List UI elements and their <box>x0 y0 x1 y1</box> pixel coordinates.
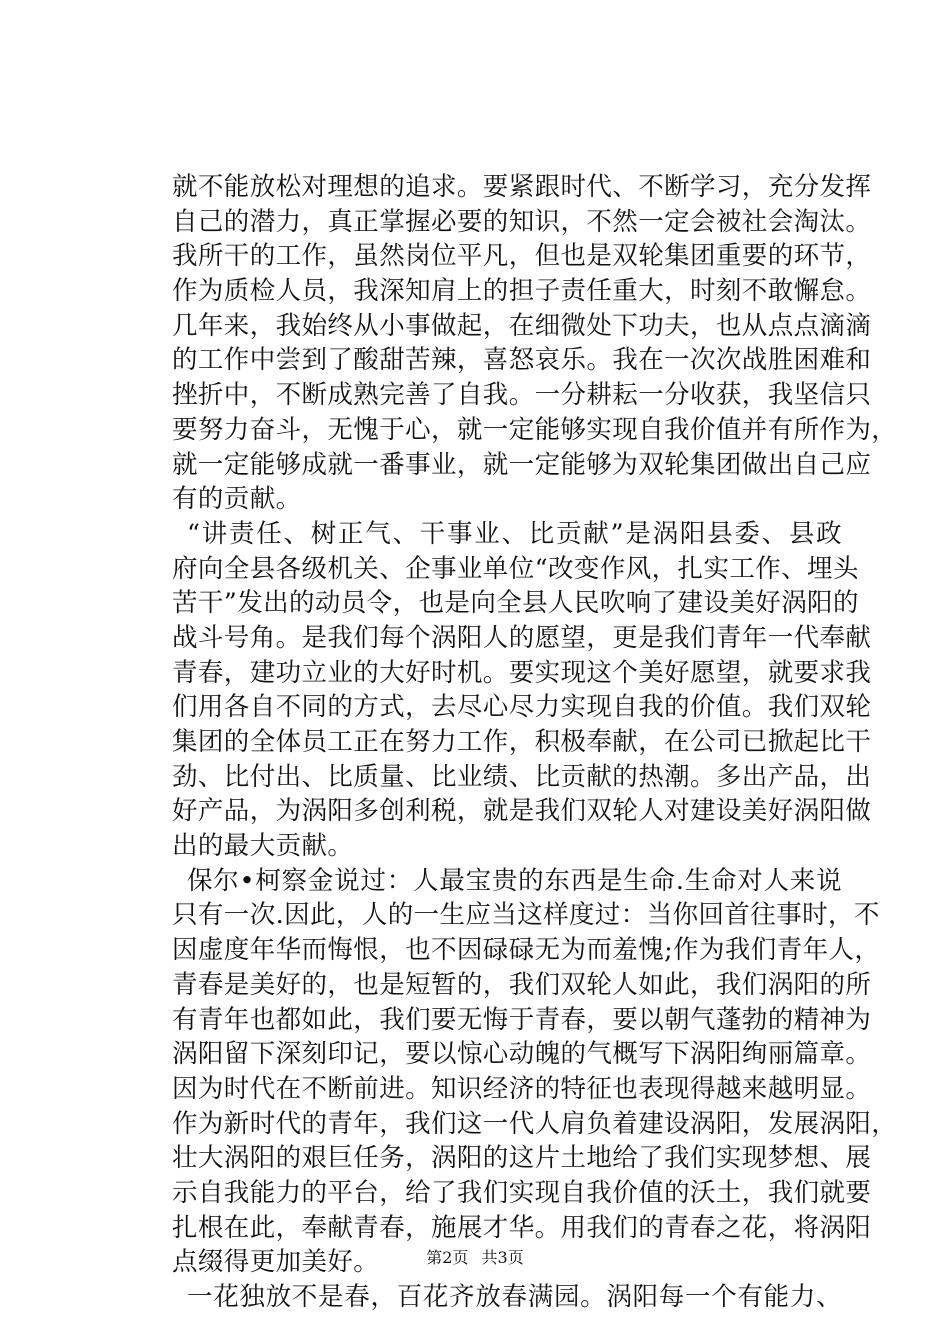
text-line: 劲、比付出、比质量、比业绩、比贡献的热潮。多出产品，出 <box>172 761 872 792</box>
text-line: 们用各自不同的方式，去尽心尽力实现自我的价值。我们双轮 <box>172 692 872 723</box>
text-line: 好产品，为涡阳多创利税，就是我们双轮人对建设美好涡阳做 <box>172 796 872 827</box>
text-line: 有的贡献。 <box>172 484 302 515</box>
text-line: 点缀得更加美好。 <box>172 1247 380 1278</box>
text-line: 作为质检人员，我深知肩上的担子责任重大，时刻不敢懈怠。 <box>172 276 872 307</box>
text-line: 扎根在此，奉献青春，施展才华。用我们的青春之花，将涡阳 <box>172 1212 872 1243</box>
text-line: 涡阳留下深刻印记，要以惊心动魄的气概写下涡阳绚丽篇章。 <box>172 1039 872 1070</box>
text-line: 一花独放不是春，百花齐放春满园。涡阳每一个有能力、 <box>187 1282 842 1312</box>
text-line: 几年来，我始终从小事做起，在细微处下功夫，也从点点滴滴 <box>172 310 872 341</box>
text-line: 就一定能够成就一番事业，就一定能够为双轮集团做出自己应 <box>172 449 872 480</box>
text-line: 有青年也都如此，我们要无悔于青春，要以朝气蓬勃的精神为 <box>172 1004 872 1035</box>
text-line: 就不能放松对理想的追求。要紧跟时代、不断学习，充分发挥 <box>172 172 872 202</box>
text-line: 苦干”发出的动员令，也是向全县人民吹响了建设美好涡阳的 <box>172 588 859 619</box>
text-line: 我所干的工作，虽然岗位平凡，但也是双轮集团重要的环节， <box>172 241 872 272</box>
text-line: 因虚度年华而悔恨，也不因碌碌无为而羞愧;作为我们青年人， <box>172 935 881 966</box>
text-line: 战斗号角。是我们每个涡阳人的愿望，更是我们青年一代奉献 <box>172 622 872 653</box>
text-line: 自己的潜力，真正掌握必要的知识，不然一定会被社会淘汰。 <box>172 206 872 237</box>
text-line: 出的最大贡献。 <box>172 831 354 862</box>
page-total: 共3页 <box>481 1248 524 1267</box>
text-line: 示自我能力的平台，给了我们实现自我价值的沃土，我们就要 <box>172 1177 872 1208</box>
text-line: 青春是美好的，也是短暂的，我们双轮人如此，我们涡阳的所 <box>172 969 872 1000</box>
text-line: 壮大涡阳的艰巨任务，涡阳的这片土地给了我们实现梦想、展 <box>172 1143 872 1174</box>
text-line: 集团的全体员工正在努力工作，积极奉献，在公司已掀起比干 <box>172 727 872 757</box>
text-line: 挫折中，不断成熟完善了自我。一分耕耘一分收获，我坚信只 <box>172 380 872 411</box>
text-line: 的工作中尝到了酸甜苦辣，喜怒哀乐。我在一次次战胜困难和 <box>172 345 872 376</box>
text-line: 作为新时代的青年，我们这一代人肩负着建设涡阳，发展涡阳， <box>172 1108 898 1139</box>
text-line: 府向全县各级机关、企事业单位“改变作风，扎实工作、埋头 <box>172 553 859 584</box>
text-line: 要努力奋斗，无愧于心，就一定能够实现自我价值并有所作为， <box>172 414 898 445</box>
text-line: “讲责任、树正气、干事业、比贡献”是涡阳县委、县政 <box>187 518 842 549</box>
text-line: 保尔•柯察金说过：人最宝贵的东西是生命.生命对人来说 <box>187 865 842 896</box>
page-number: 第2页 <box>426 1248 469 1267</box>
text-line: 因为时代在不断前进。知识经济的特征也表现得越来越明显。 <box>172 1073 872 1104</box>
text-line: 只有一次.因此，人的一生应当这样度过：当你回首往事时，不 <box>172 900 880 931</box>
text-line: 青春，建功立业的大好时机。要实现这个美好愿望，就要求我 <box>172 657 872 688</box>
page-footer <box>0 1245 950 1268</box>
document-body <box>172 170 898 1315</box>
